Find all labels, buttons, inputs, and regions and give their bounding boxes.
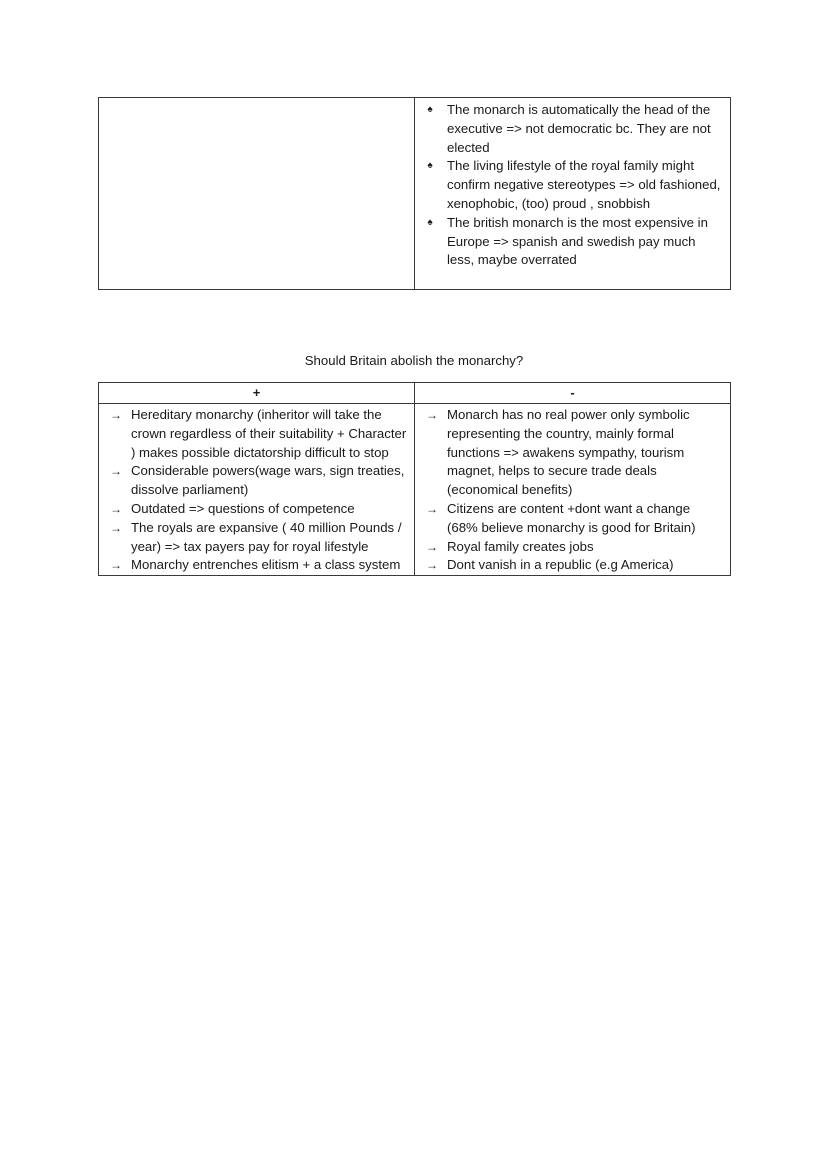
list-item (415, 406, 724, 500)
list-item-text: Citizens are content +dont want a change (68% believe monarchy is good for Britain) (447, 500, 696, 535)
list-item-text: The royals are expansive ( 40 million Pounds / year) => tax payers pay for royal lifestyle (131, 519, 402, 554)
list-item (415, 538, 724, 557)
arrow-right-icon: → (426, 558, 438, 573)
arrow-right-icon: → (110, 558, 122, 573)
pro-con-table (98, 382, 731, 576)
list-item-text: The monarch is automatically the head of the executive => not democratic bc. They are not elected (447, 102, 711, 155)
con-header: - (415, 383, 731, 404)
pro-header: + (99, 383, 415, 404)
table-row (99, 404, 731, 576)
continuation-table (98, 97, 731, 290)
pro-cell (99, 404, 415, 576)
list-item (99, 500, 408, 519)
arrow-right-icon: → (110, 520, 122, 535)
table-header-row (99, 383, 731, 404)
list-item-text: Monarch has no real power only symbolic representing the country, mainly formal functions => awakens sympathy, tourism magnet, helps to secure trade deals (economical benefits) (447, 407, 690, 498)
list-item-text: The british monarch is the most expensive in Europe => spanish and swedish pay much less, maybe overrated (447, 214, 708, 268)
list-item (99, 462, 408, 500)
spade-icon: ♠ (427, 160, 433, 172)
pro-cell-empty (99, 98, 415, 290)
list-item-text: Dont vanish in a republic (e.g America) (447, 557, 674, 573)
con-list (415, 98, 730, 270)
list-item (99, 556, 408, 575)
section-title: Should Britain abolish the monarchy? (304, 353, 524, 368)
list-item (99, 406, 408, 462)
spade-icon: ♠ (427, 216, 433, 228)
con-cell (415, 98, 731, 290)
arrow-right-icon: → (426, 408, 438, 422)
arrow-right-icon: → (426, 539, 438, 554)
con-cell (415, 404, 731, 576)
arrow-right-icon: → (110, 501, 122, 516)
list-item (415, 500, 724, 538)
list-item-text: Outdated => questions of competence (131, 500, 355, 516)
arrow-right-icon: → (426, 501, 438, 516)
table-row (99, 98, 731, 290)
list-item (415, 556, 724, 575)
list-item (415, 157, 724, 213)
arrow-right-icon: → (110, 464, 122, 479)
list-item (415, 101, 724, 157)
con-list (415, 404, 730, 575)
list-item (415, 214, 724, 270)
list-item-text: Considerable powers(wage wars, sign treaties, dissolve parliament) (131, 463, 405, 498)
list-item-text: Hereditary monarchy (inheritor will take the crown regardless of their suitability + Character ) makes possible dictatorship difficult to stop (131, 407, 407, 460)
list-item (99, 519, 408, 557)
list-item-text: Monarchy entrenches elitism + a class system (131, 557, 401, 573)
arrow-right-icon: → (110, 408, 122, 422)
pro-list (99, 98, 414, 100)
list-item-text: The living lifestyle of the royal family might confirm negative stereotypes => old fashioned, xenophobic, (too) proud , snobbish (447, 158, 721, 211)
spade-icon: ♠ (427, 104, 433, 115)
list-item-text: Royal family creates jobs (447, 538, 594, 554)
pro-list (99, 404, 414, 575)
